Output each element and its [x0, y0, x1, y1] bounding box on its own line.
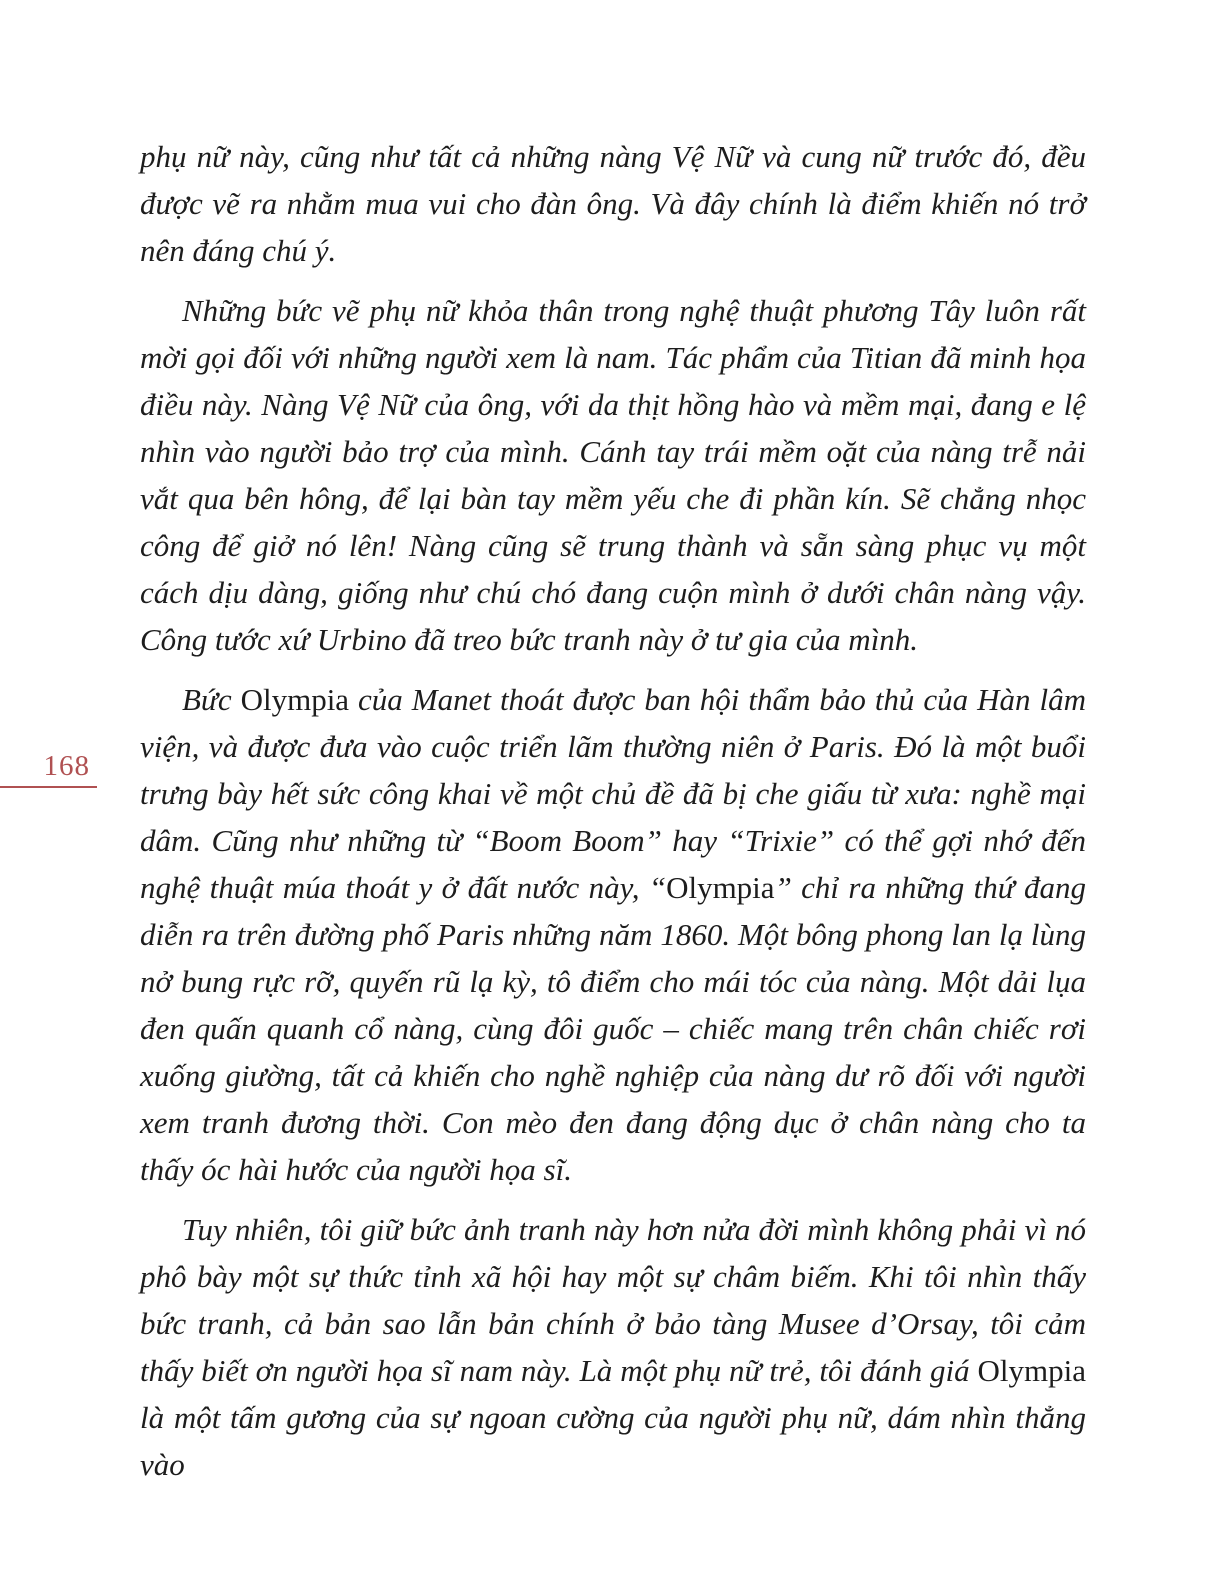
paragraph — [140, 287, 1086, 663]
text-segment: của Manet thoát được ban hội thẩm bảo thủ của Hàn lâm viện, và được đưa vào cuộc triển lãm thường niên ở Paris. Đó là một buổi trưng bày hết sức công khai về một chủ đề đã bị che giấu từ xưa: nghề mại dâm. Cũng như những từ “Boom Boom” hay “Trixie” có thể gợi nhớ đến nghệ thuật múa thoát y ở đất nước này, “ — [140, 682, 1086, 905]
text-segment: Olympia — [240, 682, 350, 717]
text-segment: Những bức vẽ phụ nữ khỏa thân trong nghệ thuật phương Tây luôn rất mời gọi đối với những người xem là nam. Tác phẩm của Titian đã minh họa điều này. Nàng Vệ Nữ của ông, với da thịt hồng hào và mềm mại, đang e lệ nhìn vào người bảo trợ của mình. Cánh tay trái mềm oặt của nàng trễ nải vắt qua bên hông, để lại bàn tay mềm yếu che đi phần kín. Sẽ chẳng nhọc công để giở nó lên! Nàng cũng sẽ trung thành và sẵn sàng phục vụ một cách dịu dàng, giống như chú chó đang cuộn mình ở dưới chân nàng vậy. Công tước xứ Urbino đã treo bức tranh này ở tư gia của mình. — [140, 293, 1086, 657]
paragraph — [140, 133, 1086, 274]
text-segment: là một tấm gương của sự ngoan cường của người phụ nữ, dám nhìn thẳng vào — [140, 1400, 1086, 1482]
text-segment: Olympia — [977, 1353, 1086, 1388]
text-segment: Tuy nhiên, tôi giữ bức ảnh tranh này hơn nửa đời mình không phải vì nó phô bày một sự thức tỉnh xã hội hay một sự châm biếm. Khi tôi nhìn thấy bức tranh, cả bản sao lẫn bản chính ở bảo tàng Musee d’Orsay, tôi cảm thấy biết ơn người họa sĩ nam này. Là một phụ nữ trẻ, tôi đánh giá — [140, 1212, 1086, 1388]
paragraph — [140, 1206, 1086, 1488]
text-segment: phụ nữ này, cũng như tất cả những nàng Vệ Nữ và cung nữ trước đó, đều được vẽ ra nhằm mua vui cho đàn ông. Và đây chính là điểm khiến nó trở nên đáng chú ý. — [140, 139, 1086, 268]
paragraph — [140, 676, 1086, 1193]
page-number: 168 — [43, 750, 90, 782]
text-segment: Bức — [182, 682, 241, 717]
body-text — [140, 133, 1086, 1501]
page-number-block — [0, 750, 97, 788]
page-number-rule — [0, 786, 97, 788]
text-segment: Olympia — [666, 870, 775, 905]
text-segment: ” chỉ ra những thứ đang diễn ra trên đường phố Paris những năm 1860. Một bông phong lan lạ lùng nở bung rực rỡ, quyến rũ lạ kỳ, tô điểm cho mái tóc của nàng. Một dải lụa đen quấn quanh cổ nàng, cùng đôi guốc – chiếc mang trên chân chiếc rơi xuống giường, tất cả khiến cho nghề nghiệp của nàng dư rõ đối với người xem tranh đương thời. Con mèo đen đang động dục ở chân nàng cho ta thấy óc hài hước của người họa sĩ. — [140, 870, 1086, 1187]
